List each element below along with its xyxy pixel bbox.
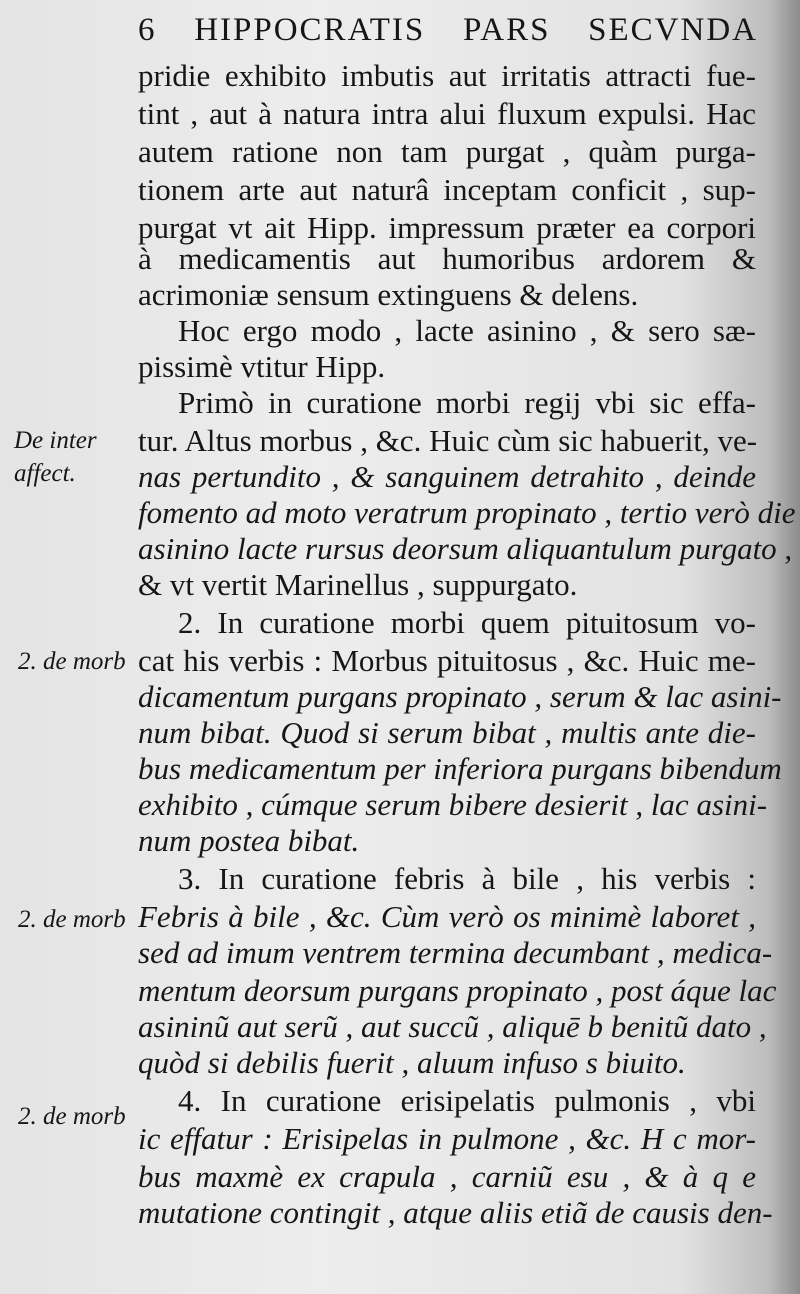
running-head: 6 HIPPOCRATIS PARS SECVNDA (138, 12, 758, 48)
text-line: fomento ad moto veratrum propinato , tertio verò die (138, 495, 796, 530)
text-line: Hoc ergo modo , lacte asinino , & sero sæ- (178, 313, 756, 348)
text-line: exhibito , cúmque serum bibere desierit , lac asini- (138, 787, 768, 822)
margin-note: 2. de morb (18, 648, 126, 675)
text-line: autem ratione non tam purgat , quàm purga- (138, 134, 756, 169)
text-line: & vt vertit Marinellus , suppurgato. (138, 567, 578, 602)
text-line: asininũ aut serũ , aut succũ , aliquē b benitũ dato , (138, 1009, 767, 1044)
text-line: tint , aut à natura intra alui fluxum expulsi. Hac (138, 96, 756, 131)
text-line: 2. In curatione morbi quem pituitosum vo- (178, 605, 756, 640)
text-line: Febris à bile , &c. Cùm verò os minimè laboret , (138, 899, 756, 934)
text-line: à medicamentis aut humoribus ardorem & (138, 241, 756, 276)
text-line: bus maxmè ex crapula , carniũ esu , & à q e (138, 1159, 756, 1194)
text-line: purgat vt ait Hipp. impressum præter ea corpori (138, 210, 756, 245)
text-line: sed ad imum ventrem termina decumbant , medica- (138, 935, 773, 970)
text-line: pissimè vtitur Hipp. (138, 349, 386, 384)
text-line: cat his verbis : Morbus pituitosus , &c. Huic me- (138, 643, 756, 678)
text-line: dicamentum purgans propinato , serum & lac asini- (138, 679, 782, 714)
margin-note: affect. (14, 460, 76, 487)
text-line: Primò in curatione morbi regij vbi sic effa- (178, 385, 756, 420)
margin-note: 2. de morb (18, 906, 126, 933)
text-line: 3. In curatione febris à bile , his verbis : (178, 861, 756, 896)
text-line: num bibat. Quod si serum bibat , multis ante die- (138, 715, 756, 750)
text-line: num postea bibat. (138, 823, 360, 858)
text-line: nas pertundito , & sanguinem detrahito , deinde (138, 459, 756, 494)
text-line: tionem arte aut naturâ inceptam conficit , sup- (138, 172, 756, 207)
text-line: mutatione contingit , atque aliis etiã de causis den- (138, 1195, 773, 1230)
text-line: 4. In curatione erisipelatis pulmonis , vbi (178, 1083, 756, 1118)
text-line: bus medicamentum per inferiora purgans bibendum (138, 751, 782, 786)
margin-note: De inter (14, 427, 97, 454)
text-line: pridie exhibito imbutis aut irritatis attracti fue- (138, 58, 756, 93)
text-line: acrimoniæ sensum extinguens & delens. (138, 277, 639, 312)
text-line: ic effatur : Erisipelas in pulmone , &c. H c mor- (138, 1121, 756, 1156)
text-line: tur. Altus morbus , &c. Huic cùm sic habuerit, ve- (138, 423, 758, 458)
text-line: mentum deorsum purgans propinato , post áque lac (138, 973, 777, 1008)
text-line: quòd si debilis fuerit , aluum infuso s biuito. (138, 1045, 686, 1080)
margin-note: 2. de morb (18, 1103, 126, 1130)
text-line: asinino lacte rursus deorsum aliquantulum purgato , (138, 531, 793, 566)
